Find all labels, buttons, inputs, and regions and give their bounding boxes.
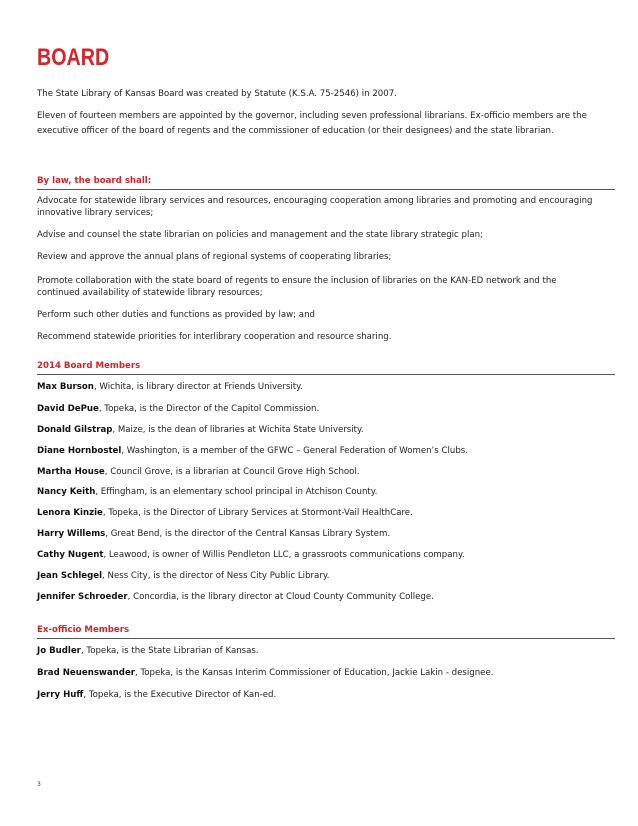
member-description: , Leawood, is owner of Willis Pendleton LLC, a grassroots communications company. xyxy=(103,550,465,560)
board-member xyxy=(37,549,612,561)
duty-item: Promote collaboration with the state board of regents to ensure the inclusion of libraries on the KAN-ED network and the continued availability of statewide library resources; xyxy=(37,276,557,298)
member-name: Jo Budler xyxy=(37,646,81,656)
board-member xyxy=(37,486,612,498)
member-description: , Topeka, is the Executive Director of Kan-ed. xyxy=(83,690,277,700)
member-name: Diane Hornbostel xyxy=(37,446,122,456)
board-members-heading: 2014 Board Members xyxy=(37,360,615,375)
board-member xyxy=(37,466,612,478)
member-name: Martha House xyxy=(37,467,105,477)
member-name: Cathy Nugent xyxy=(37,550,104,560)
duty-item: Perform such other duties and functions as provided by law; and xyxy=(37,310,315,320)
member-description: , Topeka, is the Kansas Interim Commissioner of Education, Jackie Lakin - designee. xyxy=(135,668,494,678)
ex-officio-member xyxy=(37,689,612,701)
ex-officio-heading: Ex-officio Members xyxy=(37,624,615,639)
member-name: Nancy Keith xyxy=(37,487,96,497)
duty-item: Recommend statewide priorities for interlibrary cooperation and resource sharing. xyxy=(37,332,392,342)
member-name: Donald Gilstrap xyxy=(37,425,113,435)
board-member xyxy=(37,507,612,519)
board-member xyxy=(37,381,612,393)
member-name: Brad Neuenswander xyxy=(37,668,136,678)
member-description: , Great Bend, is the director of the Central Kansas Library System. xyxy=(105,529,391,539)
intro-membership: Eleven of fourteen members are appointed by the governor, including seven professional librarians. Ex-officio members are the executive officer of the board of regents and the commissioner of education (or their designees) and the state librarian. xyxy=(37,111,587,136)
member-name: Harry Willems xyxy=(37,529,106,539)
member-name: Jean Schlegel xyxy=(37,571,103,581)
member-description: , Washington, is a member of the GFWC – General Federation of Women’s Clubs. xyxy=(121,446,469,456)
member-name: Lenora Kinzie xyxy=(37,508,103,518)
member-description: , Ness City, is the director of Ness City Public Library. xyxy=(102,571,330,581)
member-description: , Council Grove, is a librarian at Council Grove High School. xyxy=(104,467,360,477)
page-number: 3 xyxy=(37,781,41,788)
member-name: Max Burson xyxy=(37,382,94,392)
member-name: David DePue xyxy=(37,404,99,414)
board-member xyxy=(37,570,612,582)
member-name: Jerry Huff xyxy=(37,690,84,700)
board-member xyxy=(37,424,612,436)
member-description: , Topeka, is the Director of the Capitol Commission. xyxy=(98,404,320,414)
duty-item: Review and approve the annual plans of regional systems of cooperating libraries; xyxy=(37,252,392,262)
board-member xyxy=(37,403,612,415)
duties-heading: By law, the board shall: xyxy=(37,175,615,190)
ex-officio-member xyxy=(37,645,612,657)
page-title: BOARD xyxy=(37,44,110,71)
member-name: Jennifer Schroeder xyxy=(37,592,128,602)
member-description: , Concordia, is the library director at Cloud County Community College. xyxy=(127,592,434,602)
member-description: , Effingham, is an elementary school principal in Atchison County. xyxy=(95,487,378,497)
member-description: , Maize, is the dean of libraries at Wichita State University. xyxy=(112,425,364,435)
member-description: , Topeka, is the State Librarian of Kansas. xyxy=(80,646,259,656)
member-description: , Wichita, is library director at Friends University. xyxy=(93,382,303,392)
board-member xyxy=(37,591,612,603)
duty-item: Advise and counsel the state librarian on policies and management and the state library strategic plan; xyxy=(37,230,483,240)
ex-officio-member xyxy=(37,667,612,679)
intro-statute: The State Library of Kansas Board was created by Statute (K.S.A. 75-2546) in 2007. xyxy=(37,89,397,99)
duty-item: Advocate for statewide library services and resources, encouraging cooperation among libraries and promoting and encouraging innovative library services; xyxy=(37,196,593,218)
board-member xyxy=(37,528,612,540)
member-description: , Topeka, is the Director of Library Services at Stormont-Vail HealthCare. xyxy=(102,508,413,518)
board-member xyxy=(37,445,612,457)
